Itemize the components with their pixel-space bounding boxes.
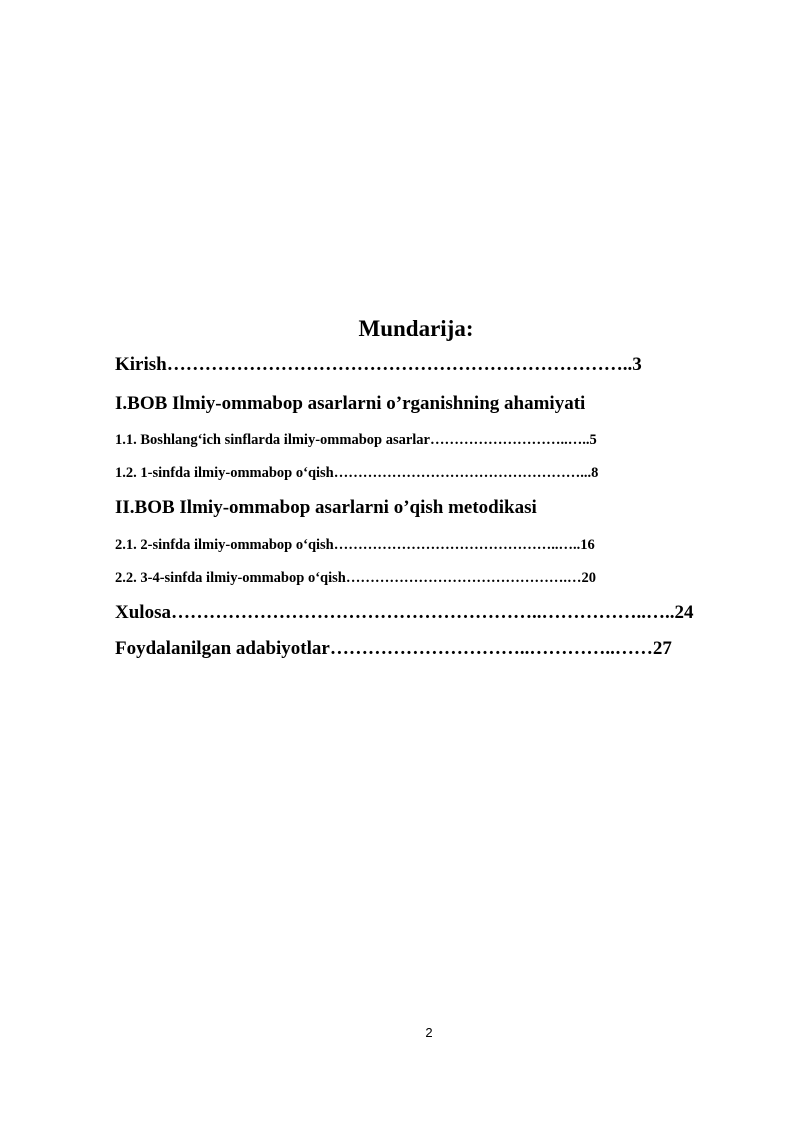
toc-title: Mundarija: xyxy=(358,316,474,341)
toc-entry-conclusion: Xulosa…………………………………………………..……………..…..24 xyxy=(115,602,694,623)
page-number: 2 xyxy=(425,1025,433,1040)
toc-entry-2-1: 2.1. 2-sinfda ilmiy-ommabop o‘qish………………………………………..…..16 xyxy=(115,537,595,553)
toc-entry-1-2: 1.2. 1-sinfda ilmiy-ommabop o‘qish……………………………………………...8 xyxy=(115,465,599,481)
toc-chapter-2-heading: II.BOB Ilmiy-ommabop asarlarni o’qish metodikasi xyxy=(115,497,537,518)
toc-entry-1-1: 1.1. Boshlang‘ich sinflarda ilmiy-ommabop asarlar………………………..…..5 xyxy=(115,432,597,448)
toc-entry-references: Foydalanilgan adabiyotlar…………………………..…………..……27 xyxy=(115,638,672,659)
toc-entry-introduction: Kirish………………………………………………………………..3 xyxy=(115,354,642,375)
toc-entry-2-2: 2.2. 3-4-sinfda ilmiy-ommabop o‘qish……………………………………….…20 xyxy=(115,570,596,586)
toc-chapter-1-heading: I.BOB Ilmiy-ommabop asarlarni o’rganishning ahamiyati xyxy=(115,393,586,414)
